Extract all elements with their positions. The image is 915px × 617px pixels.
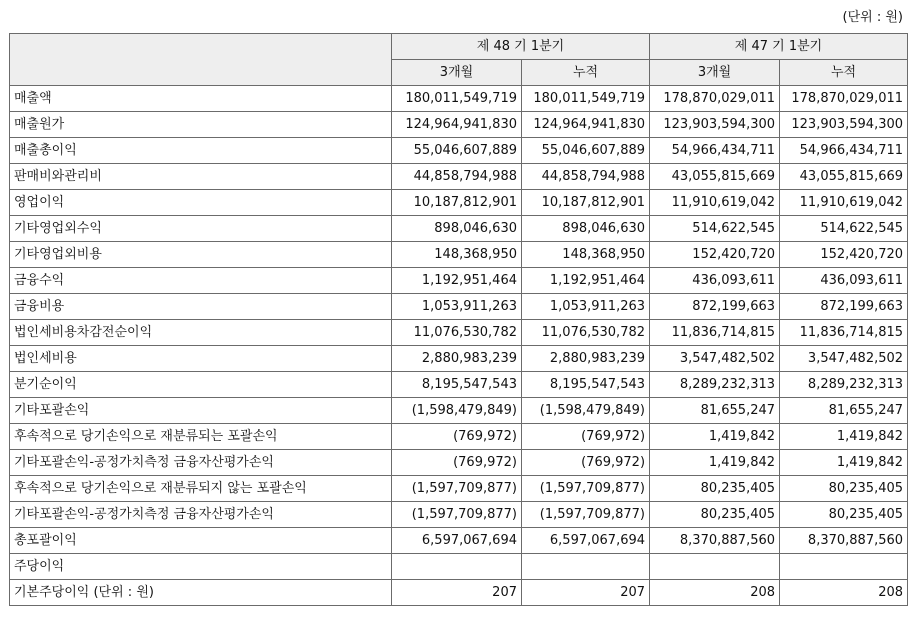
value-cell	[780, 554, 908, 580]
value-cell: 8,370,887,560	[780, 528, 908, 554]
value-cell: 180,011,549,719	[392, 86, 522, 112]
value-cell: 178,870,029,011	[780, 86, 908, 112]
value-cell	[522, 554, 650, 580]
row-label: 후속적으로 당기손익으로 재분류되지 않는 포괄손익	[10, 476, 392, 502]
row-label: 후속적으로 당기손익으로 재분류되는 포괄손익	[10, 424, 392, 450]
value-cell	[650, 554, 780, 580]
table-row	[10, 138, 908, 164]
value-cell: 3,547,482,502	[780, 346, 908, 372]
value-cell: 3,547,482,502	[650, 346, 780, 372]
column-header: 누적	[522, 60, 650, 86]
value-cell: 54,966,434,711	[650, 138, 780, 164]
table-row	[10, 190, 908, 216]
column-header: 3개월	[650, 60, 780, 86]
row-label: 기타포괄손익	[10, 398, 392, 424]
value-cell: 54,966,434,711	[780, 138, 908, 164]
value-cell: 207	[392, 580, 522, 606]
header-row-periods	[10, 34, 908, 60]
row-label: 총포괄이익	[10, 528, 392, 554]
value-cell: 8,195,547,543	[392, 372, 522, 398]
value-cell: 1,192,951,464	[522, 268, 650, 294]
row-label: 분기순이익	[10, 372, 392, 398]
value-cell: 178,870,029,011	[650, 86, 780, 112]
value-cell: 123,903,594,300	[780, 112, 908, 138]
value-cell: 11,076,530,782	[522, 320, 650, 346]
value-cell: 124,964,941,830	[522, 112, 650, 138]
value-cell: 11,836,714,815	[780, 320, 908, 346]
value-cell: 10,187,812,901	[392, 190, 522, 216]
value-cell: 8,370,887,560	[650, 528, 780, 554]
value-cell: 81,655,247	[780, 398, 908, 424]
value-cell: 1,053,911,263	[522, 294, 650, 320]
row-label: 주당이익	[10, 554, 392, 580]
value-cell: 208	[650, 580, 780, 606]
value-cell: (1,598,479,849)	[522, 398, 650, 424]
table-row	[10, 216, 908, 242]
row-label: 매출총이익	[10, 138, 392, 164]
row-label: 금융비용	[10, 294, 392, 320]
table-row	[10, 476, 908, 502]
value-cell: (1,597,709,877)	[522, 476, 650, 502]
value-cell: 872,199,663	[650, 294, 780, 320]
value-cell: 208	[780, 580, 908, 606]
value-cell: 124,964,941,830	[392, 112, 522, 138]
value-cell: 11,836,714,815	[650, 320, 780, 346]
table-row	[10, 528, 908, 554]
row-label: 매출원가	[10, 112, 392, 138]
row-label: 기본주당이익 (단위 : 원)	[10, 580, 392, 606]
value-cell: 1,419,842	[780, 424, 908, 450]
value-cell: 44,858,794,988	[522, 164, 650, 190]
value-cell: 514,622,545	[650, 216, 780, 242]
value-cell: (769,972)	[392, 450, 522, 476]
value-cell: (1,597,709,877)	[392, 502, 522, 528]
value-cell: 55,046,607,889	[522, 138, 650, 164]
row-label: 영업이익	[10, 190, 392, 216]
row-label: 기타포괄손익-공정가치측정 금융자산평가손익	[10, 502, 392, 528]
table-row	[10, 346, 908, 372]
value-cell: 1,419,842	[650, 424, 780, 450]
value-cell: (1,597,709,877)	[522, 502, 650, 528]
value-cell: 6,597,067,694	[392, 528, 522, 554]
value-cell: 11,910,619,042	[780, 190, 908, 216]
table-row	[10, 580, 908, 606]
value-cell: 11,076,530,782	[392, 320, 522, 346]
table-row	[10, 372, 908, 398]
value-cell: 80,235,405	[650, 476, 780, 502]
table-row	[10, 86, 908, 112]
value-cell: 1,192,951,464	[392, 268, 522, 294]
row-label: 매출액	[10, 86, 392, 112]
table-row	[10, 112, 908, 138]
value-cell: 11,910,619,042	[650, 190, 780, 216]
row-label: 법인세비용	[10, 346, 392, 372]
header-corner-cell	[10, 34, 392, 86]
table-row	[10, 502, 908, 528]
table-row	[10, 294, 908, 320]
value-cell: 207	[522, 580, 650, 606]
row-label: 기타영업외수익	[10, 216, 392, 242]
value-cell: 1,419,842	[650, 450, 780, 476]
value-cell: (769,972)	[522, 450, 650, 476]
value-cell: 8,195,547,543	[522, 372, 650, 398]
value-cell: (1,597,709,877)	[392, 476, 522, 502]
value-cell	[392, 554, 522, 580]
table-row	[10, 398, 908, 424]
value-cell: 148,368,950	[392, 242, 522, 268]
table-row	[10, 164, 908, 190]
value-cell: 80,235,405	[780, 476, 908, 502]
value-cell: 514,622,545	[780, 216, 908, 242]
column-header: 3개월	[392, 60, 522, 86]
value-cell: 152,420,720	[780, 242, 908, 268]
table-row	[10, 320, 908, 346]
table-row	[10, 268, 908, 294]
row-label: 금융수익	[10, 268, 392, 294]
value-cell: 436,093,611	[650, 268, 780, 294]
value-cell: (769,972)	[392, 424, 522, 450]
row-label: 기타포괄손익-공정가치측정 금융자산평가손익	[10, 450, 392, 476]
value-cell: 2,880,983,239	[522, 346, 650, 372]
value-cell: (769,972)	[522, 424, 650, 450]
value-cell: 44,858,794,988	[392, 164, 522, 190]
value-cell: 123,903,594,300	[650, 112, 780, 138]
table-row	[10, 242, 908, 268]
value-cell: 1,053,911,263	[392, 294, 522, 320]
period-header: 제 47 기 1분기	[650, 34, 908, 60]
value-cell: 81,655,247	[650, 398, 780, 424]
income-statement-table	[9, 33, 908, 606]
value-cell: 436,093,611	[780, 268, 908, 294]
value-cell: 898,046,630	[392, 216, 522, 242]
table-row	[10, 554, 908, 580]
row-label: 법인세비용차감전순이익	[10, 320, 392, 346]
value-cell: 1,419,842	[780, 450, 908, 476]
value-cell: 8,289,232,313	[780, 372, 908, 398]
table-row	[10, 450, 908, 476]
value-cell: 6,597,067,694	[522, 528, 650, 554]
row-label: 판매비와관리비	[10, 164, 392, 190]
period-header: 제 48 기 1분기	[392, 34, 650, 60]
value-cell: 43,055,815,669	[780, 164, 908, 190]
value-cell: 898,046,630	[522, 216, 650, 242]
value-cell: 152,420,720	[650, 242, 780, 268]
table-row	[10, 424, 908, 450]
value-cell: 80,235,405	[650, 502, 780, 528]
value-cell: 8,289,232,313	[650, 372, 780, 398]
value-cell: 43,055,815,669	[650, 164, 780, 190]
value-cell: (1,598,479,849)	[392, 398, 522, 424]
value-cell: 180,011,549,719	[522, 86, 650, 112]
value-cell: 2,880,983,239	[392, 346, 522, 372]
value-cell: 80,235,405	[780, 502, 908, 528]
unit-note: (단위 : 원)	[842, 10, 903, 25]
value-cell: 55,046,607,889	[392, 138, 522, 164]
column-header: 누적	[780, 60, 908, 86]
value-cell: 872,199,663	[780, 294, 908, 320]
value-cell: 148,368,950	[522, 242, 650, 268]
row-label: 기타영업외비용	[10, 242, 392, 268]
value-cell: 10,187,812,901	[522, 190, 650, 216]
